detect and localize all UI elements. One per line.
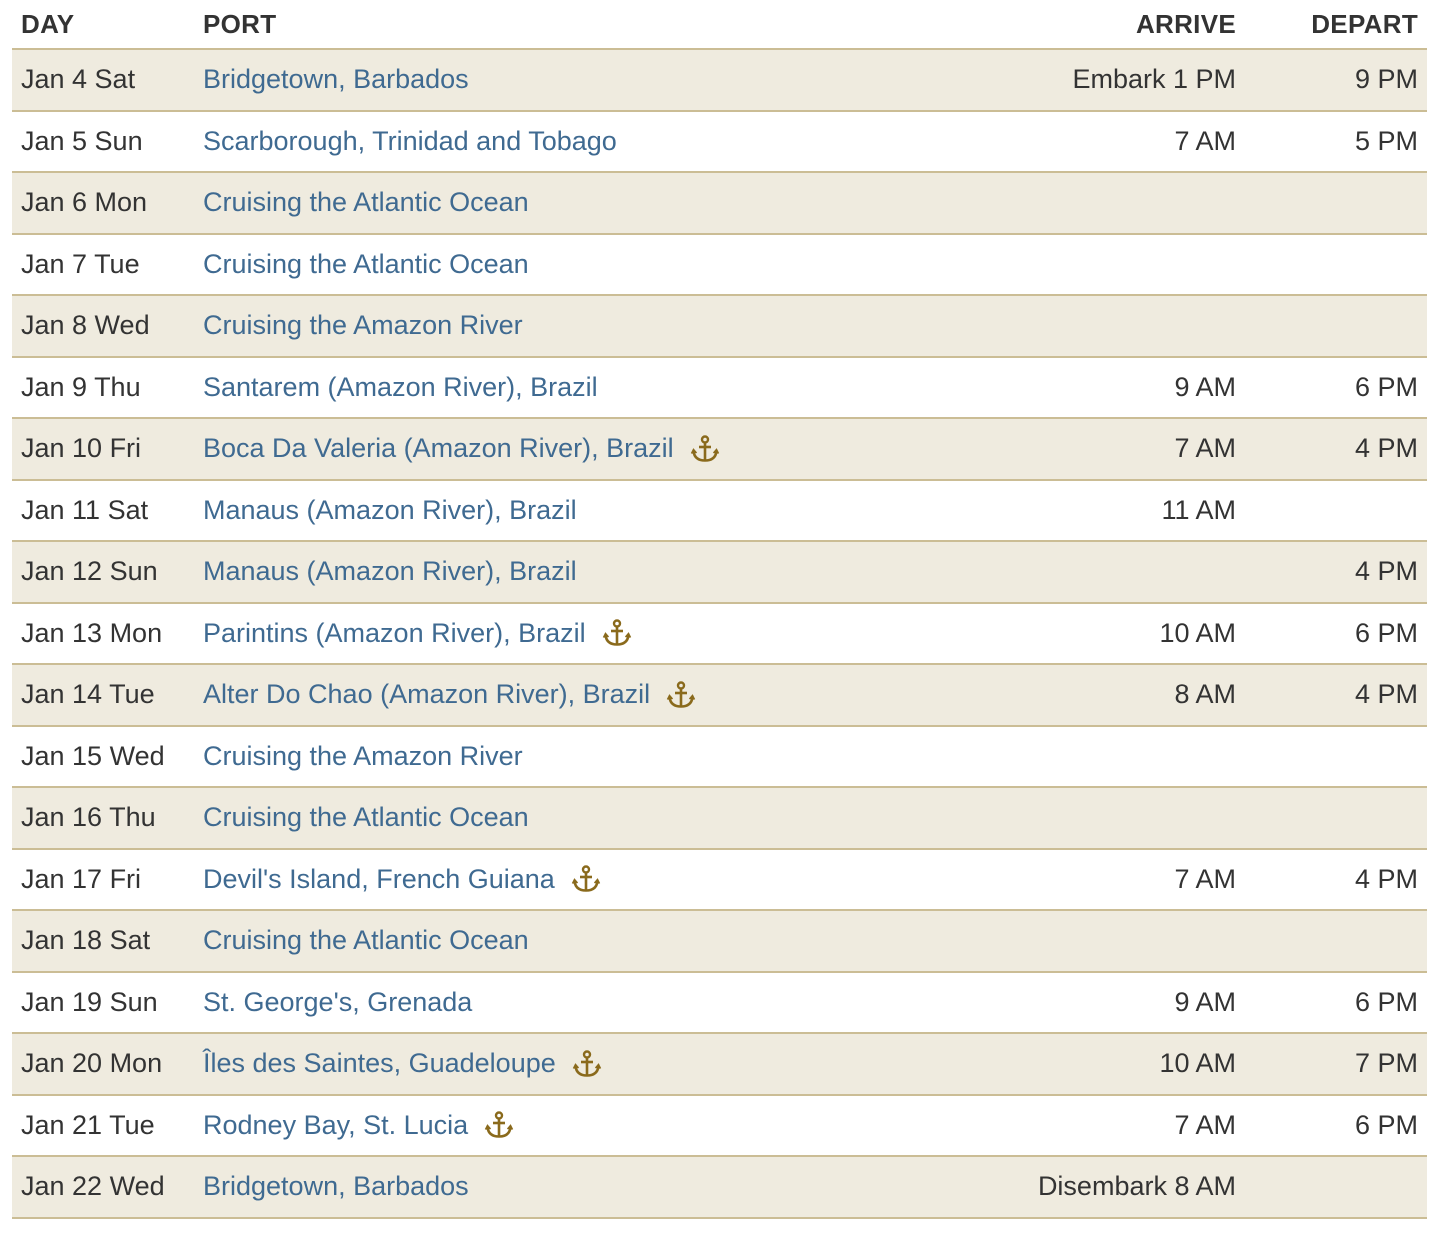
row-arrive: 10 AM [1159, 617, 1236, 648]
anchor-icon[interactable] [484, 1110, 514, 1140]
port-link[interactable]: Cruising the Atlantic Ocean [203, 802, 529, 833]
table-row [12, 727, 1427, 789]
row-depart: 4 PM [1354, 433, 1418, 464]
row-day: Jan 15 Wed [21, 740, 165, 771]
table-row [12, 358, 1427, 420]
row-depart: 6 PM [1354, 371, 1418, 402]
row-depart: 4 PM [1354, 556, 1418, 587]
row-day: Jan 22 Wed [21, 1171, 165, 1202]
row-day: Jan 14 Tue [21, 679, 155, 710]
anchor-icon[interactable] [572, 1049, 602, 1079]
port-link[interactable]: Cruising the Amazon River [203, 310, 523, 341]
row-depart: 6 PM [1354, 1109, 1418, 1140]
row-arrive: 7 AM [1174, 433, 1236, 464]
row-port-cell [203, 64, 806, 95]
port-link[interactable]: Cruising the Atlantic Ocean [203, 925, 529, 956]
port-link[interactable]: Alter Do Chao (Amazon River), Brazil [203, 679, 651, 710]
table-row [12, 542, 1427, 604]
port-link[interactable]: Cruising the Atlantic Ocean [203, 187, 529, 218]
port-link[interactable]: Parintins (Amazon River), Brazil [203, 617, 586, 648]
row-port-cell [203, 495, 806, 526]
row-day: Jan 7 Tue [21, 248, 140, 279]
row-port-cell [203, 1171, 806, 1202]
table-row [12, 235, 1427, 297]
port-link[interactable]: Manaus (Amazon River), Brazil [203, 556, 577, 587]
row-port-cell [203, 802, 806, 833]
row-arrive: 7 AM [1174, 863, 1236, 894]
anchor-icon[interactable] [666, 680, 696, 710]
port-link[interactable]: Santarem (Amazon River), Brazil [203, 371, 598, 402]
row-day: Jan 11 Sat [21, 494, 149, 525]
anchor-icon[interactable] [602, 618, 632, 648]
table-row [12, 50, 1427, 112]
header-day: DAY [21, 8, 75, 39]
table-row [12, 911, 1427, 973]
table-row [12, 173, 1427, 235]
row-arrive: Embark 1 PM [1072, 64, 1236, 95]
row-port-cell [203, 249, 806, 280]
row-port-cell [203, 372, 806, 403]
table-row [12, 665, 1427, 727]
row-day: Jan 10 Fri [21, 433, 142, 464]
row-depart: 5 PM [1354, 125, 1418, 156]
row-day: Jan 5 Sun [21, 125, 143, 156]
port-link[interactable]: Cruising the Amazon River [203, 740, 523, 771]
anchor-icon[interactable] [571, 864, 601, 894]
table-row [12, 112, 1427, 174]
row-day: Jan 20 Mon [21, 1048, 163, 1079]
row-depart: 9 PM [1354, 64, 1418, 95]
port-link[interactable]: Rodney Bay, St. Lucia [203, 1109, 469, 1140]
table-row [12, 1096, 1427, 1158]
row-day: Jan 8 Wed [21, 310, 150, 341]
row-port-cell [203, 187, 806, 218]
row-depart: 4 PM [1354, 863, 1418, 894]
row-arrive: 7 AM [1174, 1109, 1236, 1140]
row-arrive: Disembark 8 AM [1037, 1171, 1236, 1202]
table-row [12, 973, 1427, 1035]
row-port-cell [203, 679, 806, 710]
row-day: Jan 4 Sat [21, 64, 136, 95]
row-port-cell [203, 433, 806, 464]
port-link[interactable]: Cruising the Atlantic Ocean [203, 248, 529, 279]
port-link[interactable]: Scarborough, Trinidad and Tobago [203, 125, 617, 156]
row-day: Jan 6 Mon [21, 187, 148, 218]
row-day: Jan 16 Thu [21, 802, 156, 833]
header-port: PORT [203, 8, 277, 39]
row-day: Jan 21 Tue [21, 1109, 155, 1140]
row-arrive: 11 AM [1161, 494, 1236, 525]
port-link[interactable]: Bridgetown, Barbados [203, 64, 469, 95]
table-row [12, 788, 1427, 850]
row-arrive: 7 AM [1174, 125, 1236, 156]
row-depart: 6 PM [1354, 617, 1418, 648]
row-depart: 6 PM [1354, 986, 1418, 1017]
row-day: Jan 9 Thu [21, 371, 141, 402]
port-link[interactable]: Îles des Saintes, Guadeloupe [203, 1048, 556, 1079]
row-arrive: 8 AM [1174, 679, 1236, 710]
row-port-cell [203, 1110, 806, 1141]
row-arrive: 9 AM [1174, 986, 1236, 1017]
header-arrive: ARRIVE [1135, 8, 1236, 39]
port-link[interactable]: Bridgetown, Barbados [203, 1171, 469, 1202]
port-link[interactable]: Devil's Island, French Guiana [203, 863, 555, 894]
port-link[interactable]: St. George's, Grenada [203, 986, 473, 1017]
itinerary-table [12, 0, 1427, 1219]
row-depart: 4 PM [1354, 679, 1418, 710]
row-day: Jan 12 Sun [21, 556, 158, 587]
row-port-cell [203, 987, 806, 1018]
table-row [12, 481, 1427, 543]
row-port-cell [203, 126, 806, 157]
row-port-cell [203, 310, 806, 341]
table-row [12, 850, 1427, 912]
row-arrive: 9 AM [1174, 371, 1236, 402]
header-depart: DEPART [1311, 8, 1418, 39]
row-port-cell [203, 925, 806, 956]
row-day: Jan 19 Sun [21, 986, 158, 1017]
row-day: Jan 18 Sat [21, 925, 151, 956]
row-day: Jan 17 Fri [21, 863, 142, 894]
row-port-cell [203, 741, 806, 772]
table-row [12, 1157, 1427, 1219]
row-day: Jan 13 Mon [21, 617, 163, 648]
port-link[interactable]: Manaus (Amazon River), Brazil [203, 494, 577, 525]
anchor-icon[interactable] [690, 434, 720, 464]
row-port-cell [203, 1048, 806, 1079]
row-depart: 7 PM [1354, 1048, 1418, 1079]
table-row [12, 1034, 1427, 1096]
row-port-cell [203, 618, 806, 649]
table-row [12, 296, 1427, 358]
table-row [12, 604, 1427, 666]
table-header [12, 0, 1427, 50]
row-port-cell [203, 864, 806, 895]
row-port-cell [203, 556, 806, 587]
port-link[interactable]: Boca Da Valeria (Amazon River), Brazil [203, 433, 674, 464]
row-arrive: 10 AM [1159, 1048, 1236, 1079]
table-body [12, 50, 1427, 1219]
table-row [12, 419, 1427, 481]
